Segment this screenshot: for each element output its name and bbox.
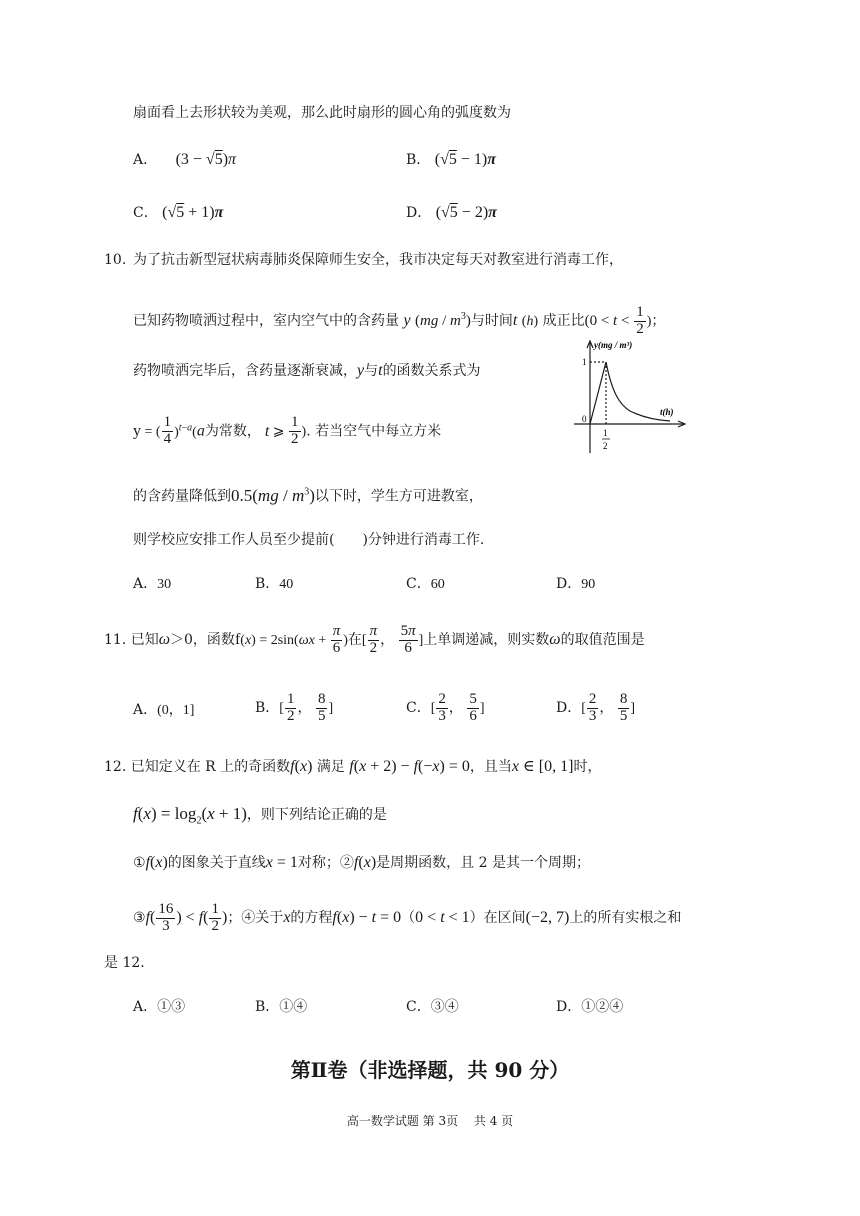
graph-axes	[574, 341, 685, 453]
q10-line5: 的含药量降低到$0.5(mg / m^3)$以下时，学生方可进教室，	[133, 485, 483, 505]
graph-half-num: 1	[603, 428, 608, 438]
page-footer: 高一数学试题 第 3页 共 4 页	[346, 1114, 514, 1128]
q10-option-b: B．40	[255, 576, 294, 592]
q12-line1: 12. 已知定义在 R 上的奇函数f(x) 满足 f(x + 2) − f(−x) = 0，且当x ∈ [0, 1]时，	[104, 758, 602, 775]
q11-option-b: B．[ $\frac{1}{2}$ ， $\frac{8}{5}$ ]	[255, 690, 334, 724]
q10-number: 10.	[104, 252, 127, 268]
q12-option-c: C．③④	[406, 999, 459, 1015]
graph-origin: 0	[582, 414, 587, 424]
rising-segment	[590, 362, 606, 424]
graph-y1: 1	[582, 357, 587, 367]
section-title: 第Ⅱ卷（非选择题，共 90 分）	[290, 1058, 570, 1082]
q11-option-d: D．[ $\frac{2}{3}$ ， $\frac{8}{5}$ ]	[556, 690, 636, 724]
q10-option-a: A．30	[133, 576, 172, 592]
q11-option-c: C．[ $\frac{2}{3}$ ， $\frac{5}{6}$ ]	[406, 690, 485, 724]
q10-graph	[560, 335, 690, 459]
q10-line6: 则学校应安排工作人员至少提前( )分钟进行消毒工作.	[133, 532, 485, 548]
q11-option-a: A．(0，1]	[133, 702, 195, 718]
q12-line4: ③f( $\frac{16}{3}$ ) < f( $\frac{1}{2}$ )；④关于x的方程f(x) − t = 0（0 < t < 1）在区间(−2, 7)上的所有实根之和	[133, 900, 682, 934]
q9-option-b: B． (√5 − 1)π	[406, 151, 496, 168]
q9-intro: 扇面看上去形状较为美观，那么此时扇形的圆心角的弧度数为	[133, 105, 511, 121]
q11-stem: 11. 已知ω＞0，函数f(x) = 2sin(ωx + $\frac{\pi}{6}$ )在[ $\frac{\pi}{2}$ ， $\frac{5\pi}{6}$ ]上单调递减，则实数ω的取值范围是	[104, 622, 645, 656]
q10-line4: y = ( $\frac{1}{4}$ )$^{t-a}$(a为常数， t ⩾ $\frac{1}{2}$ ). 若当空气中每立方米	[133, 414, 442, 448]
q9-option-a: A． (3 − √5)π	[133, 151, 237, 168]
q10-option-c: C．60	[406, 576, 445, 592]
graph-xlabel: t(h)	[660, 407, 674, 417]
q12-option-a: A．①③	[133, 999, 186, 1015]
q9-option-d: D． (√5 − 2)π	[406, 204, 497, 221]
q12-option-b: B．①④	[255, 999, 308, 1015]
q9-option-c: C． (√5 + 1)π	[133, 204, 224, 221]
q10-line1: 为了抗击新型冠状病毒肺炎保障师生安全，我市决定每天对教室进行消毒工作，	[133, 252, 623, 268]
q12-line2: $f(x) = \log_2(x + 1)$，则下列结论正确的是	[133, 804, 387, 827]
q10-option-d: D．90	[556, 576, 596, 592]
q10-line2: 已知药物喷洒过程中，室内空气中的含药量 y $(mg / m^3)$与时间t (h) 成正比(0 < t < $\frac{1}{2}$ )；	[133, 303, 666, 337]
q10-line3: 药物喷洒完毕后，含药量逐渐衰减，y与t的函数关系式为	[133, 362, 481, 379]
graph-ylabel: y(mg / m³)	[594, 340, 633, 350]
q12-line3: ①f(x)的图象关于直线x = 1对称；②f(x)是周期函数，且 2 是其一个周期；	[133, 854, 590, 871]
graph-half-den: 2	[603, 441, 608, 451]
graph-curve	[590, 362, 670, 424]
q12-option-d: D．①②④	[556, 999, 624, 1015]
q12-line5: 是 12.	[104, 955, 145, 971]
